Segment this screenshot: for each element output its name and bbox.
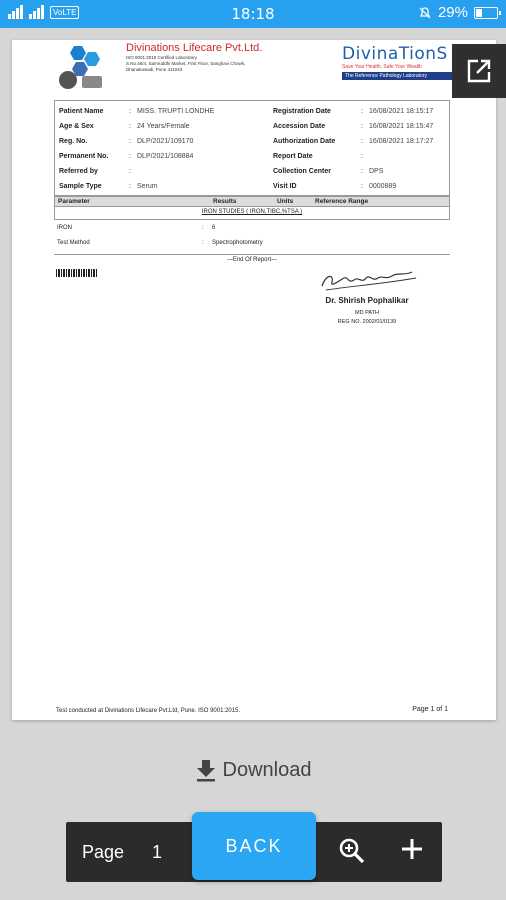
field-label: Accession Date [273, 123, 326, 130]
doctor-name: Dr. Shirish Pophalikar [325, 296, 409, 305]
zoom-in-icon [338, 837, 366, 865]
field-separator: : [361, 183, 363, 190]
field-separator: : [361, 138, 363, 145]
doctor-reg: REG NO. 2002/01/0139 [337, 319, 397, 325]
brand-name: DivinaTionS [342, 44, 448, 64]
lab-header [126, 42, 336, 72]
row-value: Spectrophotometry [212, 240, 263, 246]
field-separator: : [129, 183, 131, 190]
barcode [56, 269, 98, 277]
lab-address-2: Dhanakawadi, Pune 411043 [126, 67, 183, 72]
back-button[interactable]: BACK [192, 812, 316, 880]
field-value: DPS [369, 168, 384, 175]
signature-icon [312, 266, 422, 294]
field-separator: : [361, 123, 363, 130]
field-value: 24 Years/Female [137, 123, 190, 130]
row-sep: : [202, 225, 204, 231]
page-of: Page 1 of 1 [412, 706, 448, 713]
patient-info-row [59, 134, 214, 149]
field-value: DLP/2021/108884 [137, 153, 194, 160]
field-value: 16/08/2021 18:15:17 [369, 108, 434, 115]
footer-note: Test conducted at Divinations Lifecare Pvt.Ltd, Pune. ISO 9001:2015. [56, 708, 241, 714]
patient-info-row [59, 119, 214, 134]
field-value: 16/08/2021 18:15:47 [369, 123, 434, 130]
brand-bar: The Reference Pathology Laboratory [342, 72, 462, 80]
end-of-report: ---End Of Report--- [54, 254, 450, 263]
field-separator: : [129, 108, 131, 115]
patient-info-row [273, 164, 433, 179]
results-table-header [54, 196, 450, 207]
field-label: Visit ID [273, 183, 297, 190]
page-label: Page [82, 842, 125, 862]
field-value: DLP/2021/109170 [137, 138, 194, 145]
open-external-button[interactable] [452, 44, 506, 98]
header-results: Results [213, 198, 237, 205]
lab-address-1: S.No.46/4, Samruddhi Market, First Floor, Sanghavi Chowk, [126, 61, 246, 66]
plus-icon [400, 837, 424, 861]
page-number[interactable]: 1 [152, 842, 163, 862]
header-units: Units [277, 198, 294, 205]
section-title-text: IRON STUDIES ( IRON,TIBC,%TSA ) [201, 209, 303, 215]
field-separator: : [129, 153, 131, 160]
field-label: Report Date [273, 153, 313, 160]
zoom-plus-button[interactable] [396, 836, 428, 868]
patient-info-box [54, 100, 450, 196]
field-separator: : [361, 168, 363, 175]
patient-info-row [273, 179, 433, 194]
section-title [54, 207, 450, 220]
row-sep: : [202, 240, 204, 246]
status-bar-right [418, 4, 498, 21]
clock: 18:18 [231, 5, 275, 23]
field-value: MISS. TRUPTI LONDHE [137, 108, 215, 115]
header-parameter: Parameter [58, 198, 90, 205]
field-label: Referred by [59, 168, 98, 175]
field-label: Sample Type [59, 183, 102, 190]
download-button[interactable] [0, 758, 506, 782]
patient-info-right [273, 104, 433, 194]
patient-info-left [59, 104, 214, 194]
field-label: Permanent No. [59, 153, 109, 160]
patient-info-row [59, 179, 214, 194]
brand-logo [342, 44, 462, 80]
patient-info-row [273, 119, 433, 134]
status-bar [0, 0, 506, 28]
patient-info-row [59, 149, 214, 164]
field-separator: : [129, 168, 131, 175]
field-label: Collection Center [273, 168, 331, 175]
row-param: Test Method [57, 240, 90, 246]
field-label: Registration Date [273, 108, 331, 115]
field-value: 0000889 [369, 183, 397, 190]
patient-info-row [273, 149, 433, 164]
field-separator: : [129, 123, 131, 130]
field-separator: : [361, 153, 363, 160]
doctor-degree: MD PATH [355, 310, 379, 316]
report-document[interactable] [12, 40, 496, 720]
patient-info-row [273, 134, 433, 149]
field-value: 16/08/2021 18:17:27 [369, 138, 434, 145]
alarm-icon [418, 6, 432, 20]
field-label: Patient Name [59, 108, 104, 115]
brand-tagline: Save Your Health, Safe Your Wealth [342, 64, 422, 70]
row-param: IRON [57, 225, 72, 231]
battery-icon [474, 7, 498, 19]
header-reference: Reference Range [315, 198, 369, 205]
download-icon [195, 758, 217, 782]
field-separator: : [129, 138, 131, 145]
row-value: 6 [212, 225, 216, 231]
battery-fill [476, 9, 482, 17]
download-label: Download [222, 758, 312, 781]
field-label: Authorization Date [273, 138, 336, 145]
patient-info-row [59, 104, 214, 119]
field-separator: : [361, 108, 363, 115]
open-external-icon [466, 58, 492, 84]
battery-percent: 29% [437, 4, 468, 21]
field-label: Age & Sex [59, 123, 94, 130]
network-badge: VoLTE [50, 6, 79, 19]
lab-cert: ISO 9001:2015 Certified Laboratory [126, 55, 198, 60]
patient-info-row [273, 104, 433, 119]
patient-info-row [59, 164, 214, 179]
field-label: Reg. No. [59, 138, 88, 145]
field-value: Serum [137, 183, 158, 190]
lab-logo-icon [56, 42, 116, 92]
lab-name: Divinations Lifecare Pvt.Ltd. [126, 42, 263, 54]
zoom-button[interactable] [336, 836, 368, 868]
